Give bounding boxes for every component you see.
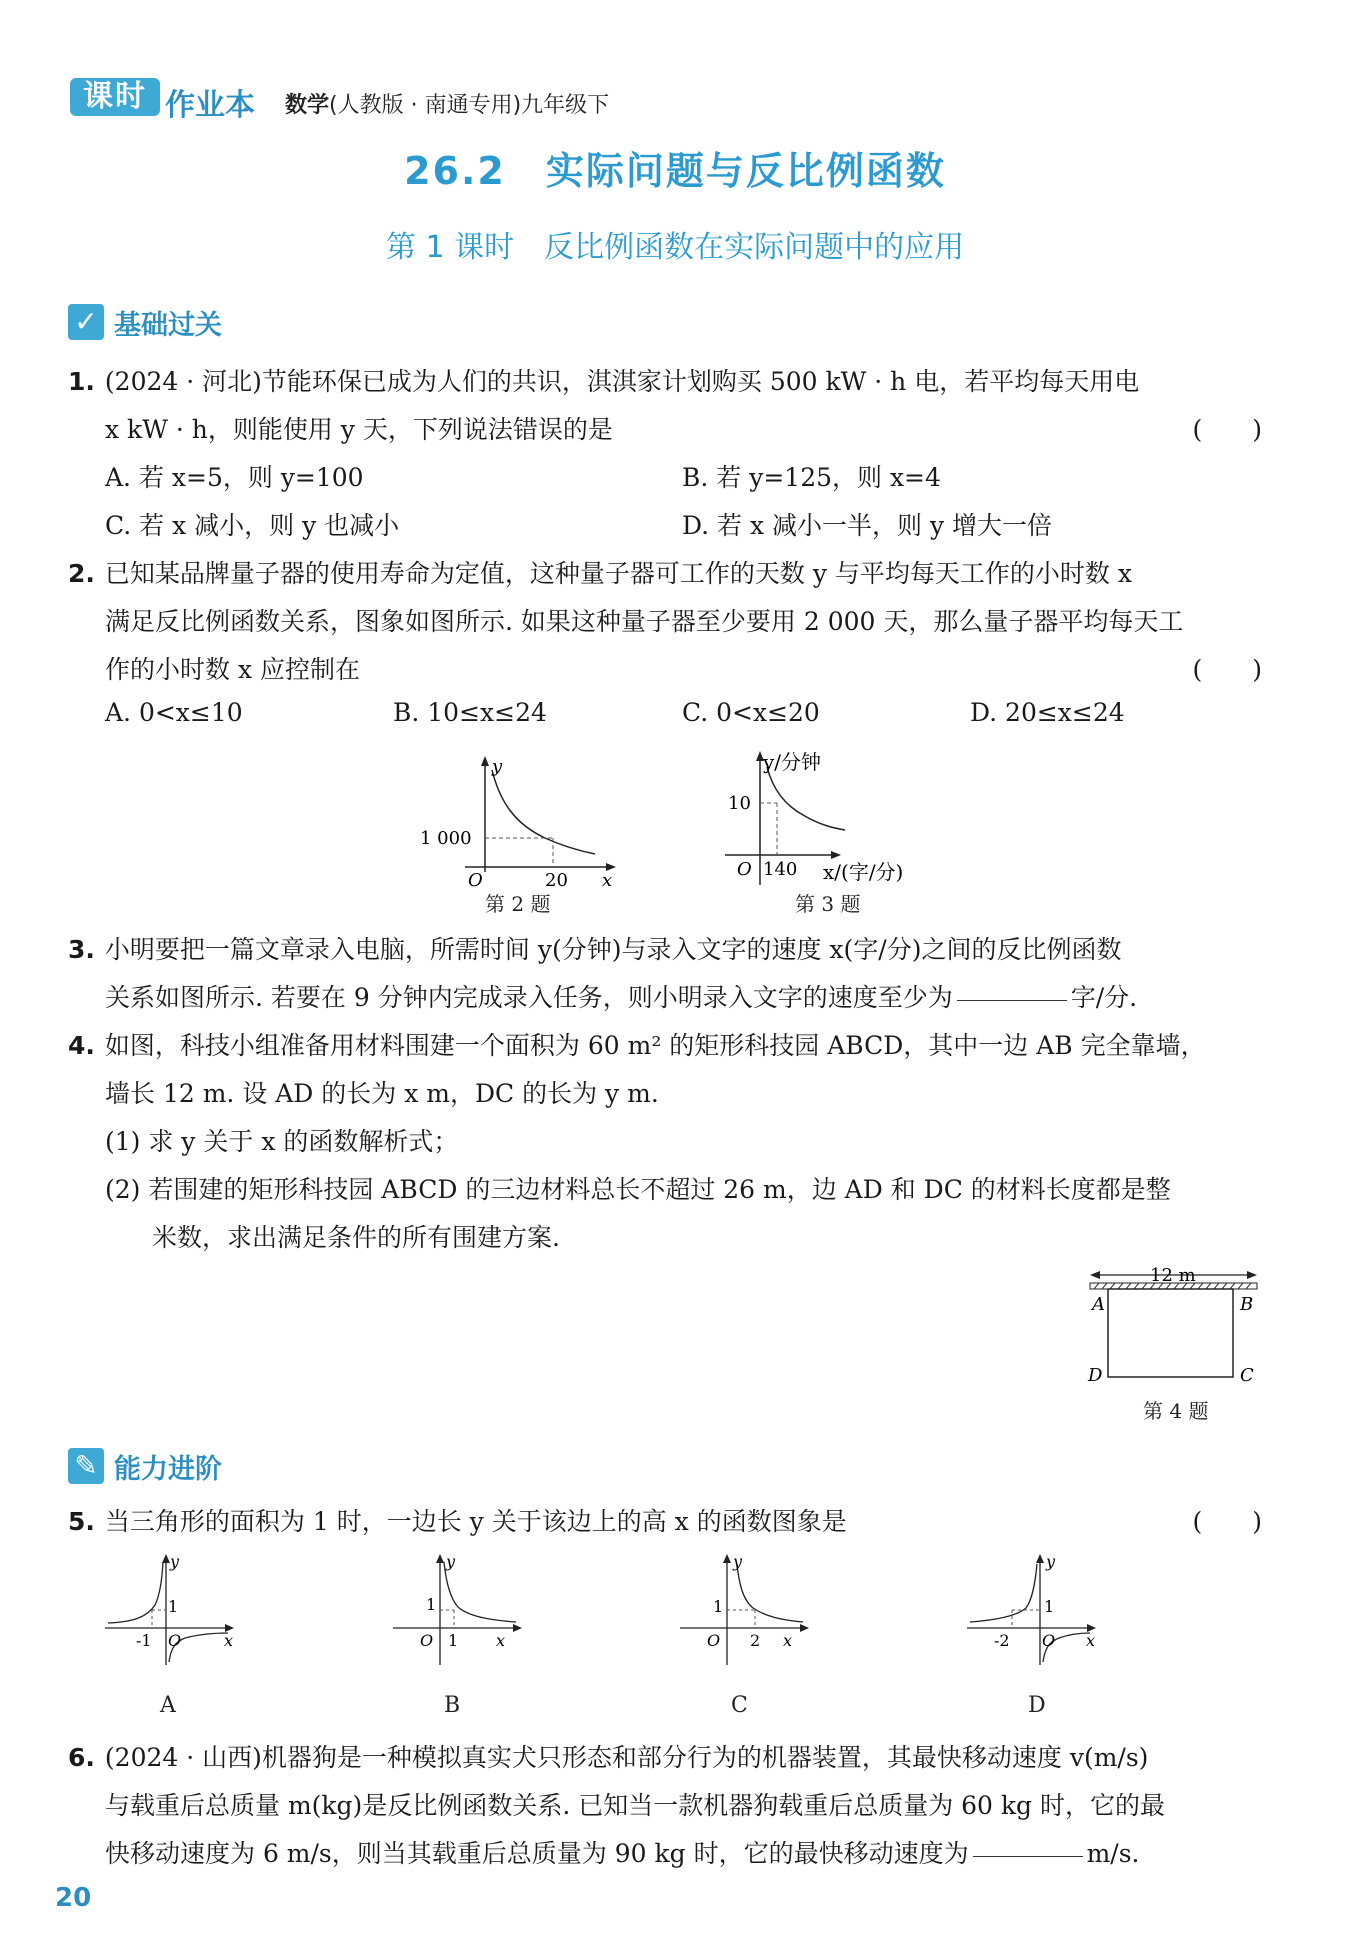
svg-text:1: 1 bbox=[168, 1597, 179, 1616]
fig3-xlabel: x/(字/分) bbox=[823, 860, 904, 884]
page-number: 20 bbox=[55, 1883, 92, 1913]
q5-label-b: B bbox=[444, 1693, 461, 1718]
q4-part2-line2: 米数，求出满足条件的所有围建方案. bbox=[152, 1223, 560, 1252]
q2-option-a: A. 0<x≤10 bbox=[105, 698, 243, 727]
subject-line bbox=[285, 88, 609, 119]
svg-text:2: 2 bbox=[750, 1631, 761, 1650]
q6-line1: 6. (2024 · 山西)机器狗是一种模拟真实犬只形态和部分行为的机器装置，其最快移动速度 v(m/s) bbox=[68, 1743, 1149, 1772]
q5-graph-a bbox=[100, 1550, 240, 1685]
brand-name: 作业本 bbox=[165, 88, 255, 123]
section-basic bbox=[68, 302, 222, 342]
section-label: 基础过关 bbox=[114, 309, 222, 341]
svg-text:1: 1 bbox=[1044, 1597, 1055, 1616]
fig2-xlabel: x bbox=[602, 870, 613, 887]
svg-text:x: x bbox=[496, 1631, 506, 1650]
section-label: 能力进阶 bbox=[114, 1453, 222, 1485]
fig3-caption: 第 3 题 bbox=[795, 892, 861, 916]
q1-option-d: D. 若 x 减小一半，则 y 增大一倍 bbox=[682, 511, 1053, 540]
fig2-ylabel: y bbox=[492, 756, 503, 777]
fig4-label-c: C bbox=[1240, 1365, 1254, 1386]
q6-blank bbox=[973, 1855, 1083, 1857]
q2-line1: 2. 已知某品牌量子器的使用寿命为定值，这种量子器可工作的天数 y 与平均每天工作的小时数 x bbox=[68, 559, 1132, 588]
svg-text:1: 1 bbox=[426, 1595, 437, 1614]
svg-text:y: y bbox=[170, 1552, 180, 1571]
q5-line1: 5. 当三角形的面积为 1 时，一边长 y 关于该边上的高 x 的函数图象是 bbox=[68, 1507, 847, 1536]
svg-text:-1: -1 bbox=[136, 1631, 152, 1650]
svg-text:-2: -2 bbox=[994, 1631, 1010, 1650]
section-advanced bbox=[68, 1446, 222, 1486]
svg-text:1: 1 bbox=[713, 1597, 724, 1616]
q4-line1: 4. 如图，科技小组准备用材料围建一个面积为 60 m² 的矩形科技园 ABCD，其中一边 AB 完全靠墙， bbox=[68, 1031, 1206, 1060]
q6-line3: 快移动速度为 6 m/s，则当其载重后总质量为 90 kg 时，它的最快移动速度为 m/s. bbox=[105, 1839, 1140, 1868]
fig3-xtick: 140 bbox=[763, 859, 798, 880]
svg-text:O: O bbox=[707, 1631, 721, 1650]
fig2-origin: O bbox=[468, 870, 483, 887]
q1-answer-paren: ( ) bbox=[1192, 415, 1262, 444]
q5-graph-d bbox=[962, 1550, 1102, 1685]
q4-part2-line1: (2) 若围建的矩形科技园 ABCD 的三边材料总长不超过 26 m，边 AD 和 DC 的材料长度都是整 bbox=[105, 1175, 1171, 1204]
svg-text:x: x bbox=[783, 1631, 793, 1650]
q4-line2: 墙长 12 m. 设 AD 的长为 x m，DC 的长为 y m. bbox=[105, 1079, 659, 1108]
svg-text:O: O bbox=[168, 1631, 182, 1650]
q5-label-a: A bbox=[160, 1693, 176, 1718]
fig4-label-b: B bbox=[1240, 1294, 1254, 1315]
q5-graph-c bbox=[675, 1550, 815, 1685]
q2-answer-paren: ( ) bbox=[1192, 655, 1262, 684]
fig2-caption: 第 2 题 bbox=[485, 892, 551, 916]
q1-line1: 1. (2024 · 河北)节能环保已成为人们的共识，淇淇家计划购买 500 kW · h 电，若平均每天用电 bbox=[68, 367, 1140, 396]
fig3-origin: O bbox=[737, 859, 752, 880]
q2-option-b: B. 10≤x≤24 bbox=[393, 698, 547, 727]
svg-text:O: O bbox=[420, 1631, 434, 1650]
fig4-label-a: A bbox=[1092, 1294, 1105, 1315]
fig3-ylabel: y/分钟 bbox=[763, 750, 822, 774]
figure-2-graph bbox=[420, 752, 620, 887]
q3-line1: 3. 小明要把一篇文章录入电脑，所需时间 y(分钟)与录入文字的速度 x(字/分)之间的反比例函数 bbox=[68, 935, 1122, 964]
q1-option-a: A. 若 x=5，则 y=100 bbox=[105, 463, 364, 492]
fig4-caption: 第 4 题 bbox=[1143, 1399, 1209, 1423]
brand-logo: 课时 bbox=[70, 78, 160, 116]
section-title: 26.2 实际问题与反比例函数 bbox=[404, 149, 946, 193]
svg-text:y: y bbox=[446, 1552, 456, 1571]
q1-option-c: C. 若 x 减小，则 y 也减小 bbox=[105, 511, 400, 540]
q2-option-d: D. 20≤x≤24 bbox=[970, 698, 1125, 727]
q1-line2: x kW · h，则能使用 y 天，下列说法错误的是 bbox=[105, 415, 613, 444]
q2-line2: 满足反比例函数关系，图象如图所示. 如果这种量子器至少要用 2 000 天，那么量子器平均每天工 bbox=[105, 607, 1184, 636]
q5-label-c: C bbox=[731, 1693, 748, 1718]
svg-text:x: x bbox=[1086, 1631, 1096, 1650]
svg-text:y: y bbox=[733, 1552, 743, 1571]
q2-line3: 作的小时数 x 应控制在 bbox=[105, 655, 360, 684]
lesson-title: 第 1 课时 反比例函数在实际问题中的应用 bbox=[385, 230, 965, 265]
edition: (人教版 · 南通专用)九年级下 bbox=[329, 93, 610, 118]
svg-text:x: x bbox=[224, 1631, 234, 1650]
svg-text:y: y bbox=[1046, 1552, 1056, 1571]
fig2-xtick: 20 bbox=[545, 870, 568, 887]
q5-graph-b bbox=[388, 1550, 528, 1685]
svg-text:O: O bbox=[1042, 1631, 1056, 1650]
svg-text:1: 1 bbox=[448, 1631, 459, 1650]
figure-3-graph bbox=[715, 745, 955, 887]
figure-4-diagram bbox=[1080, 1265, 1270, 1390]
subject: 数学 bbox=[285, 93, 330, 118]
q4-part1: (1) 求 y 关于 x 的函数解析式； bbox=[105, 1127, 459, 1156]
checkbox-icon: ✓ bbox=[68, 304, 104, 340]
pencil-icon: ✎ bbox=[68, 1448, 104, 1484]
q3-line2: 关系如图所示. 若要在 9 分钟内完成录入任务，则小明录入文字的速度至少为 字/分. bbox=[105, 983, 1138, 1012]
fig3-ytick: 10 bbox=[728, 793, 751, 814]
q5-answer-paren: ( ) bbox=[1192, 1507, 1262, 1536]
fig2-ytick: 1 000 bbox=[420, 828, 472, 849]
fig4-wall-label: 12 m bbox=[1150, 1265, 1196, 1286]
q3-blank bbox=[957, 999, 1067, 1001]
q5-label-d: D bbox=[1028, 1693, 1046, 1718]
fig4-label-d: D bbox=[1088, 1365, 1103, 1386]
q1-option-b: B. 若 y=125，则 x=4 bbox=[682, 463, 941, 492]
q6-line2: 与载重后总质量 m(kg)是反比例函数关系. 已知当一款机器狗载重后总质量为 60 kg 时，它的最 bbox=[105, 1791, 1166, 1820]
q2-option-c: C. 0<x≤20 bbox=[682, 698, 820, 727]
